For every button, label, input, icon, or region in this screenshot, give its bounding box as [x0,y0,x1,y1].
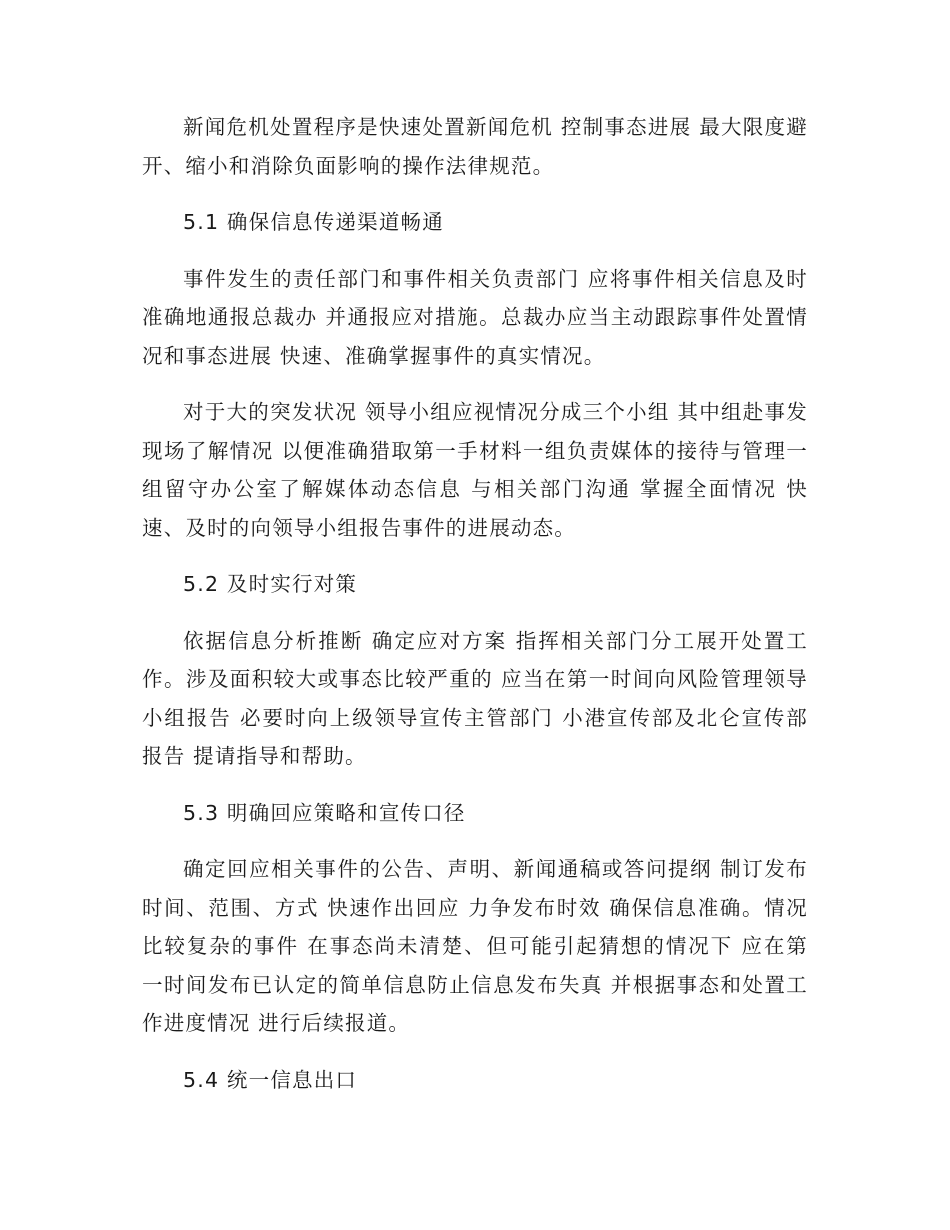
spacer [142,604,808,622]
spacer [142,832,808,850]
section-heading-5-3: 5.3 明确回应策略和宣传口径 [183,800,466,825]
section-5-1-paragraph-2: 对于大的突发状况 领导小组应视情况分成三个小组 其中组赴事发现场了解情况 以便准确猎取第一手材料一组负责媒体的接待与管理一组留守办公室了解媒体动态信息 与相关部门沟通 掌握全面情况 快速、及时的向领导小组报告事件的进展动态。 [142,400,808,540]
spacer [142,375,808,393]
spacer [142,242,808,260]
section-heading-5-1: 5.1 确保信息传递渠道畅通 [183,210,444,234]
spacer [142,185,808,203]
document-page [142,108,808,1099]
spacer [142,1043,808,1061]
spacer [142,776,808,794]
intro-paragraph: 新闻危机处置程序是快速处置新闻危机 控制事态进展 最大限度避开、缩小和消除负面影响的操作法律规范。 [142,115,808,178]
section-heading-5-4: 5.4 统一信息出口 [183,1067,358,1092]
section-5-2-paragraph-1: 依据信息分析推断 确定应对方案 指挥相关部门分工展开处置工作。涉及面积较大或事态比较严重的 应当在第一时间向风险管理领导小组报告 必要时向上级领导宣传主管部门 小港宣传部及北仑宣传部报告 提请指导和帮助。 [142,628,808,768]
section-heading-5-2: 5.2 及时实行对策 [183,572,358,596]
section-5-1-paragraph-1: 事件发生的责任部门和事件相关负责部门 应将事件相关信息及时准确地通报总裁办 并通报应对措施。总裁办应当主动跟踪事件处置情况和事态进展 快速、准确掌握事件的真实情况。 [142,266,808,368]
section-5-3-paragraph-1: 确定回应相关事件的公告、声明、新闻通稿或答问提纲 制订发布时间、范围、方式 快速作出回应 力争发布时效 确保信息准确。情况比较复杂的事件 在事态尚未清楚、但可能引起猜想的情况下 应在第一时间发布已认定的简单信息防止信息发布失真 并根据事态和处置工作进度情况 进行后续报道。 [142,857,808,1035]
spacer [142,547,808,565]
